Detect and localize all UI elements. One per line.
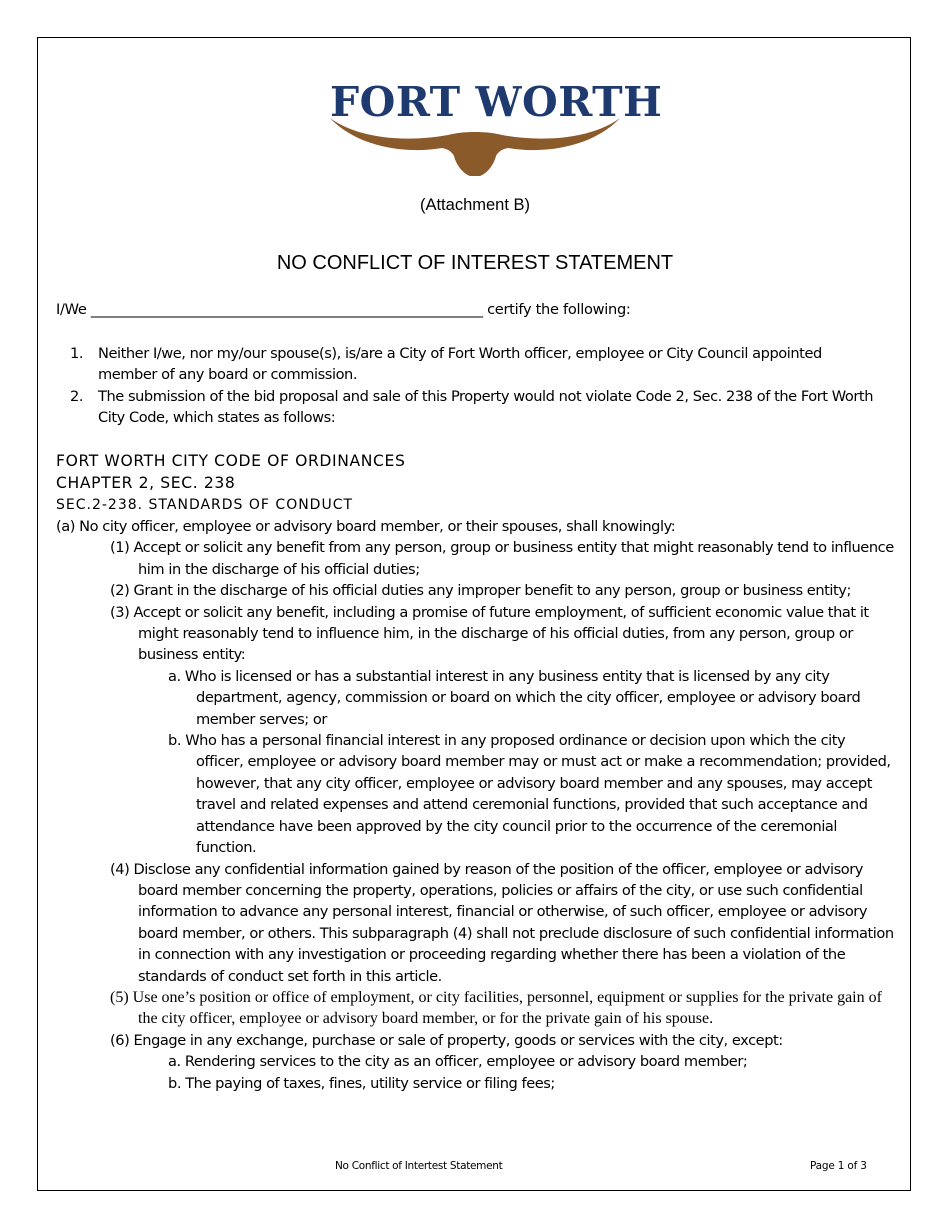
document-title: NO CONFLICT OF INTEREST STATEMENT <box>276 252 674 274</box>
code-heading: FORT WORTH CITY CODE OF ORDINANCES <box>56 452 406 470</box>
item-3a: a. Who is licensed or has a substantial interest in any business entity that is licensed by any city department, agency, commission or board on which the city officer, employee or advisory board member serves; or <box>168 667 861 728</box>
item-5: (5) Use one’s position or office of employment, or city facilities, personnel, equipment or supplies for the private gain of the city officer, employee or advisory board member, or for the private gain of his spouse. <box>110 988 882 1028</box>
logo-text: FORT WORTH <box>330 78 663 126</box>
fort-worth-logo <box>330 78 663 178</box>
footer-title: No Conflict of Intertest Statement <box>335 1160 503 1172</box>
clause-a: (a) No city officer, employee or advisory board member, or their spouses, shall knowingly: <box>56 518 676 535</box>
attachment-label: (Attachment B) <box>419 196 531 214</box>
item-3b: b. Who has a personal financial interest in any proposed ordinance or decision upon which the city officer, employee or advisory board member may or must act or make a recommendation; provided, however, that any city officer, employee or advisory board member and any spouses, may accept travel and related expenses and attend ceremonial functions, provided that such acceptance and attendance have been approved by the city council prior to the occurrence of the ceremonial function. <box>168 732 891 857</box>
certify-line: I/We ________________________________________________________ certify the following: <box>56 301 631 318</box>
item-1: (1) Accept or solicit any benefit from any person, group or business entity that might reasonably tend to influence him in the discharge of his official duties; <box>110 539 894 578</box>
item-4: (4) Disclose any confidential information gained by reason of the position of the officer, employee or advisory board member concerning the property, operations, policies or affairs of the city, or use such confidential information to advance any personal interest, financial or otherwise, of such officer, employee or advisory board member, or others. This subparagraph (4) shall not preclude disclosure of such confidential information in connection with any investigation or proceeding regarding whether there has been a violation of the standards of conduct set forth in this article. <box>110 860 894 985</box>
certification-list <box>70 343 880 429</box>
list-item: 2. The submission of the bid proposal and sale of this Property would not violate Code 2, Sec. 238 of the Fort Worth City Code, which states as follows: <box>70 387 873 427</box>
page-number: Page 1 of 3 <box>810 1160 867 1172</box>
longhorn-icon <box>330 118 620 178</box>
code-section <box>56 450 896 1094</box>
item-2: (2) Grant in the discharge of his official duties any improper benefit to any person, group or business entity; <box>110 582 851 600</box>
item-6a: a. Rendering services to the city as an officer, employee or advisory board member; <box>168 1053 748 1071</box>
code-chapter: CHAPTER 2, SEC. 238 <box>56 474 236 492</box>
list-item: 1. Neither I/we, nor my/our spouse(s), is/are a City of Fort Worth officer, employee or City Council appointed member of any board or commission. <box>70 345 822 384</box>
item-6: (6) Engage in any exchange, purchase or sale of property, goods or services with the city, except: <box>110 1031 783 1049</box>
item-6b: b. The paying of taxes, fines, utility service or filing fees; <box>168 1074 555 1092</box>
code-section-heading: SEC.2-238. STANDARDS OF CONDUCT <box>56 497 354 513</box>
item-3: (3) Accept or solicit any benefit, including a promise of future employment, of sufficient economic value that it might reasonably tend to influence him, in the discharge of his official duties, from any person, group or business entity: <box>110 603 869 664</box>
